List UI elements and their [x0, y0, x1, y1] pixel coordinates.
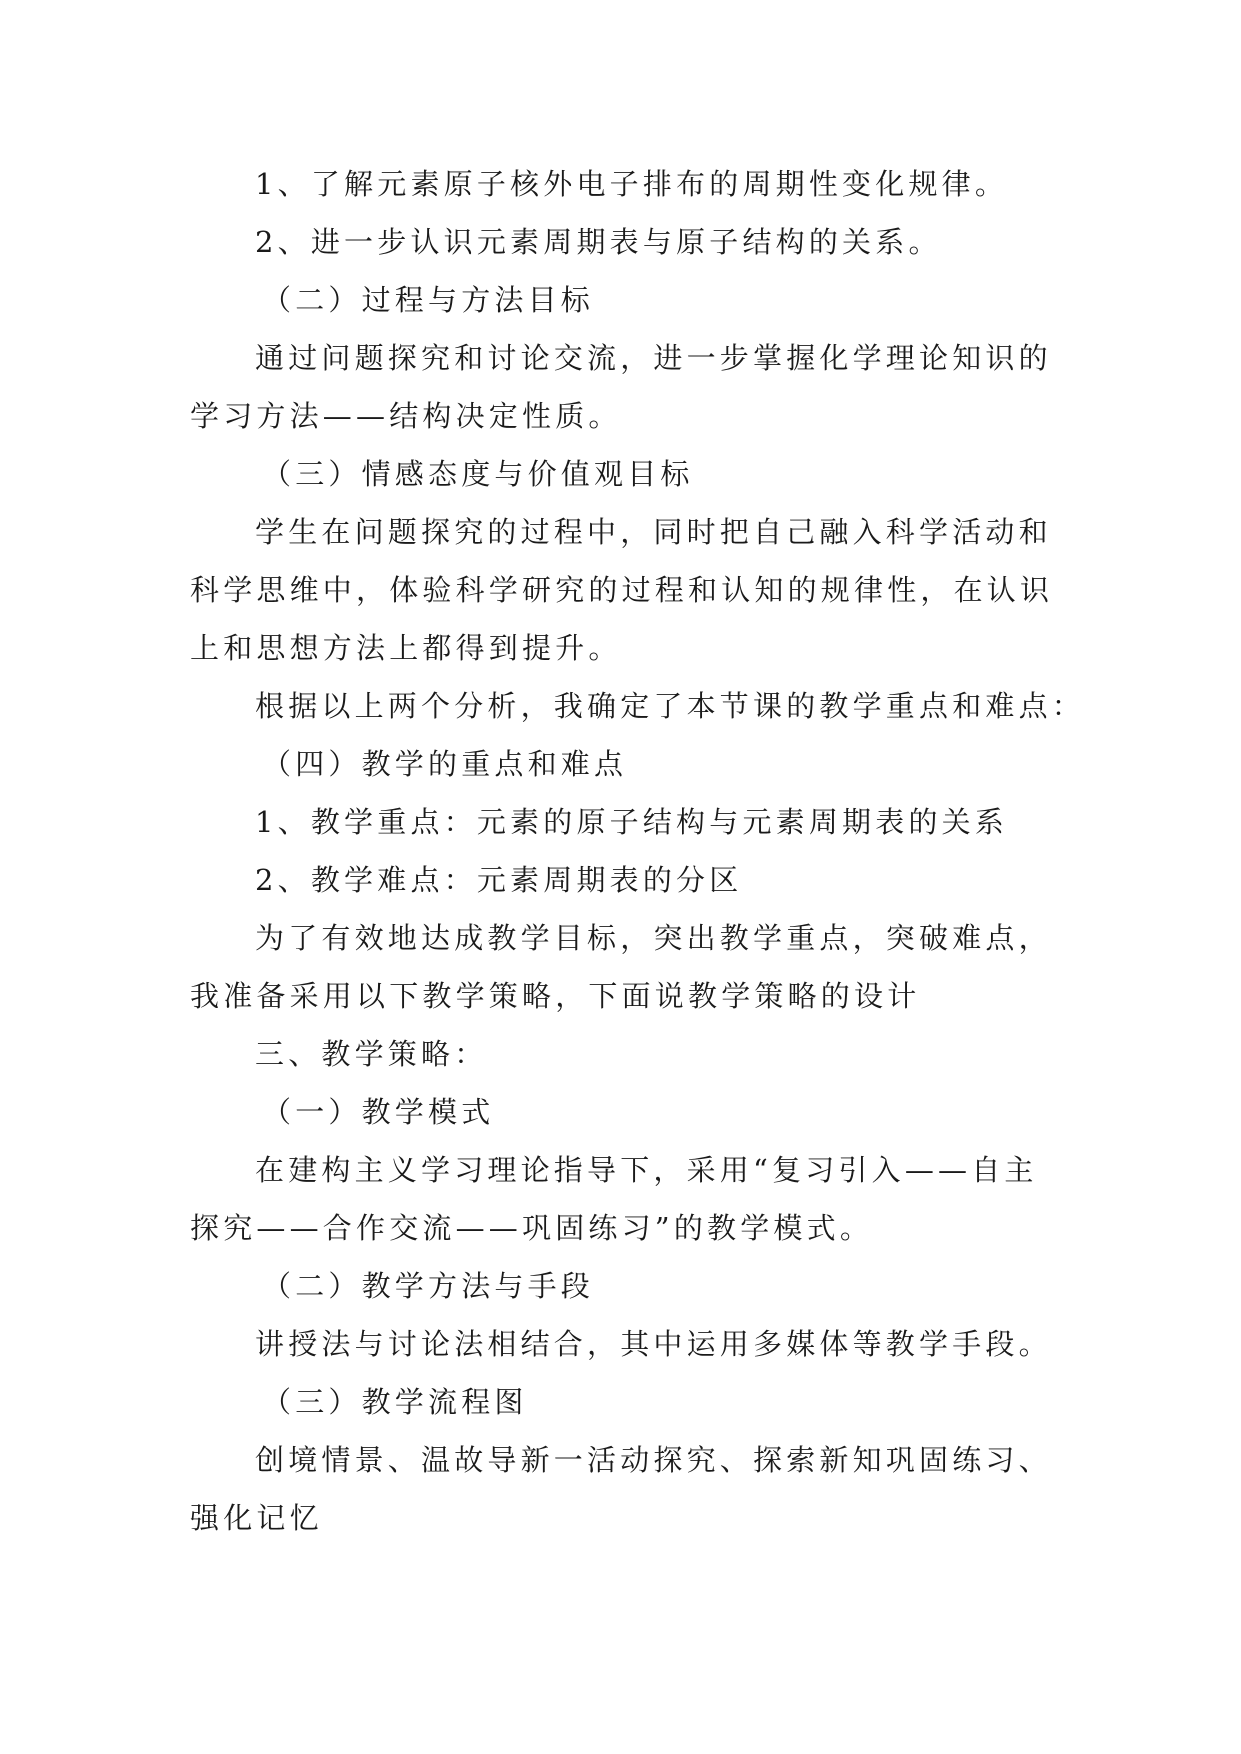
section-heading: （一）教学模式: [262, 1095, 495, 1129]
section-heading: （四）教学的重点和难点: [262, 747, 628, 781]
text-line: 1、教学重点：元素的原子结构与元素周期表的关系: [255, 805, 1009, 839]
text-line: 在建构主义学习理论指导下，采用“复习引入——自主: [255, 1153, 1038, 1187]
section-heading: （二）过程与方法目标: [262, 283, 595, 317]
text-line: 我准备采用以下教学策略，下面说教学策略的设计: [190, 979, 921, 1013]
text-line: 学习方法——结构决定性质。: [190, 399, 622, 433]
section-heading: 三、教学策略：: [255, 1037, 488, 1071]
text-line: 讲授法与讨论法相结合，其中运用多媒体等教学手段。: [255, 1327, 1052, 1361]
text-line: 强化记忆: [190, 1501, 323, 1535]
text-line: 根据以上两个分析，我确定了本节课的教学重点和难点：: [255, 689, 1086, 723]
section-heading: （三）教学流程图: [262, 1385, 528, 1419]
text-line: 上和思想方法上都得到提升。: [190, 631, 622, 665]
text-line: 通过问题探究和讨论交流，进一步掌握化学理论知识的: [255, 341, 1052, 375]
text-line: 为了有效地达成教学目标，突出教学重点，突破难点，: [255, 921, 1052, 955]
text-line: 学生在问题探究的过程中，同时把自己融入科学活动和: [255, 515, 1052, 549]
text-line: 创境情景、温故导新一活动探究、探索新知巩固练习、: [255, 1443, 1052, 1477]
text-line: 2、教学难点：元素周期表的分区: [255, 863, 743, 897]
section-heading: （二）教学方法与手段: [262, 1269, 595, 1303]
text-line: 科学思维中，体验科学研究的过程和认知的规律性，在认识: [190, 573, 1054, 607]
text-line: 探究——合作交流——巩固练习”的教学模式。: [190, 1211, 874, 1245]
section-heading: （三）情感态度与价值观目标: [262, 457, 694, 491]
text-line: 2、进一步认识元素周期表与原子结构的关系。: [255, 225, 942, 259]
text-line: 1、了解元素原子核外电子排布的周期性变化规律。: [255, 167, 1009, 201]
